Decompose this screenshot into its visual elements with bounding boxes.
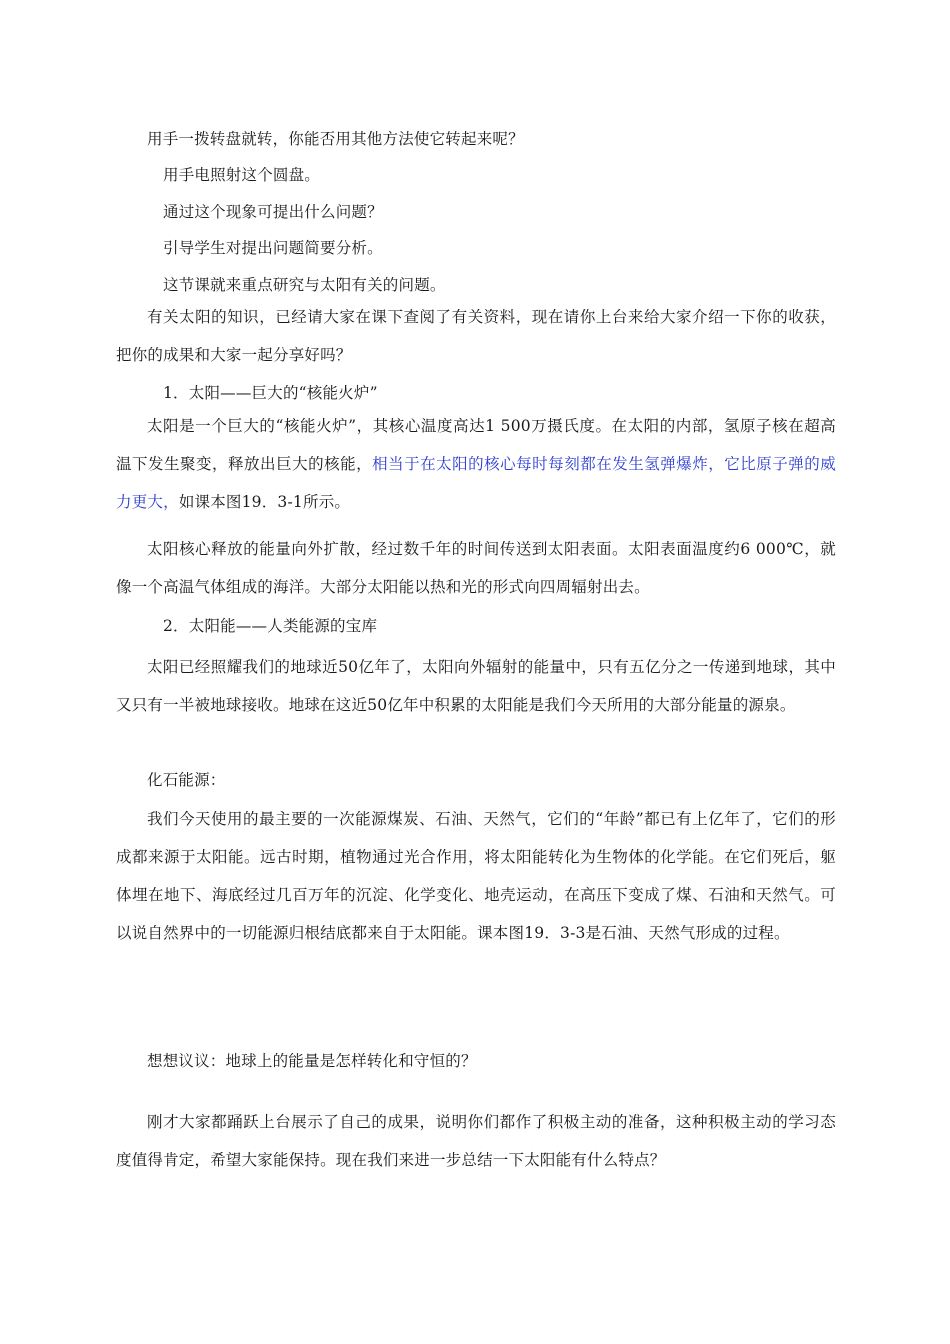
section-heading-sun: 1．太阳——巨大的“核能火炉” — [163, 384, 378, 402]
paragraph-intro: 有关太阳的知识，已经请大家在课下查阅了有关资料，现在请你上台来给大家介绍一下你的收获，把你的成果和大家一起分享好吗？ — [116, 308, 836, 364]
paragraph-solar-energy: 太阳已经照耀我们的地球近50亿年了，太阳向外辐射的能量中，只有五亿分之一传递到地球，其中又只有一半被地球接收。地球在这近50亿年中积累的太阳能是我们今天所用的大部分能量的源泉。 — [116, 658, 836, 714]
paragraph-sun-surface: 太阳核心释放的能量向外扩散，经过数千年的时间传送到太阳表面。太阳表面温度约6 000℃，就像一个高温气体组成的海洋。大部分太阳能以热和光的形式向四周辐射出去。 — [116, 540, 836, 596]
paragraph-fossil-energy: 我们今天使用的最主要的一次能源煤炭、石油、天然气，它们的“年龄”都已有上亿年了，它们的形成都来源于太阳能。远古时期，植物通过光合作用，将太阳能转化为生物体的化学能。在它们死后，躯体埋在地下、海底经过几百万年的沉淀、化学变化、地壳运动，在高压下变成了煤、石油和天然气。可以说自然界中的一切能源归根结底都来自于太阳能。课本图19．3-3是石油、天然气形成的过程。 — [116, 810, 836, 942]
fossil-energy-heading: 化石能源： — [147, 771, 226, 789]
sun-core-text: 太阳是一个巨大的“核能火炉”，其核心温度高达1 500万摄氏度。在太阳的内部，氢原子核在超高温下发生聚变，释放出巨大的核能， — [116, 417, 836, 473]
text-line-flashlight: 用手电照射这个圆盘。 — [163, 166, 321, 184]
text-line-lesson-focus: 这节课就来重点研究与太阳有关的问题。 — [163, 276, 446, 294]
paragraph-sun-core — [116, 407, 836, 521]
paragraph-summary: 刚才大家都踊跃上台展示了自己的成果，说明你们都作了积极主动的准备，这种积极主动的学习态度值得肯定，希望大家能保持。现在我们来进一步总结一下太阳能有什么特点？ — [116, 1113, 836, 1169]
text-line-rotate-question: 用手一拨转盘就转，你能否用其他方法使它转起来呢？ — [147, 130, 524, 148]
sun-core-figure-ref: 如课本图19．3-1所示。 — [178, 493, 351, 511]
text-line-phenomenon-question: 通过这个现象可提出什么问题？ — [163, 203, 383, 221]
highlighted-text: 相当于在太阳的核心每时每刻都在发生氢弹爆炸，它比原子弹的威力更大， — [116, 455, 836, 511]
section-heading-solar-energy: 2．太阳能——人类能源的宝库 — [163, 617, 378, 635]
discussion-prompt: 想想议议：地球上的能量是怎样转化和守恒的？ — [147, 1052, 477, 1070]
text-line-guide-analysis: 引导学生对提出问题简要分析。 — [163, 239, 383, 257]
